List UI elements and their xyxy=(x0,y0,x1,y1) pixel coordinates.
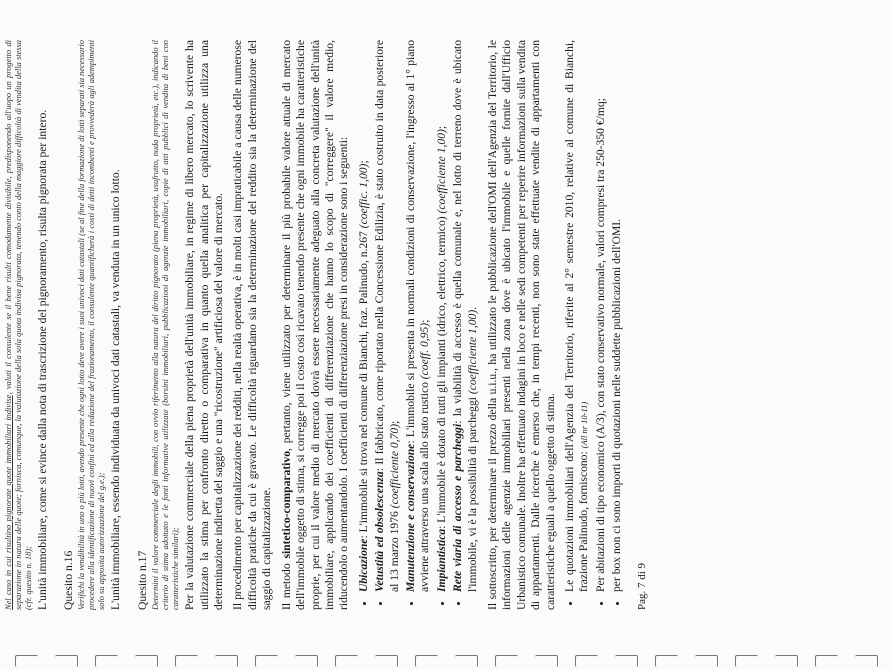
question-17-paragraph-3 xyxy=(280,40,352,610)
quotation-list xyxy=(563,40,625,610)
coefficient-list xyxy=(357,40,480,610)
question-16-note: Verifichi la vendibilità in uno o più lotti, avendo presente che ogni lotto deve avere i suoi univoci dati catastali (se al fine della formazione di lotti separati sia necessario procedere alla identificazione di nuovi confini ed alla redazione del frazionamento, il consulente quantificherà i costi di detti incombenti e provvederà agli adempimenti solo su apposita autorizzazione del g.e.); xyxy=(77,40,107,610)
method-name: sintetico-comparativo xyxy=(279,451,293,559)
list-item: • Rete viaria di accesso e parcheggi: la viabilità di accesso è quella comunale e, nel lotto di terreno dove è ubicato l'immobile, vi è la possibilità di parcheggi (coefficiente 1,00). xyxy=(451,40,480,592)
list-item: • Manutenzione e conservazione: L'immobile si presenta in normali condizioni di conservazione, l'ingresso al 1° piano avviene attraverso una scala allo stato rustico (coeff. 0,95); xyxy=(404,40,433,592)
attachment-reference: (All nr 10-11) xyxy=(579,401,590,449)
question-17-paragraph-4: Il sottoscritto, per determinare il prezzo della u.i.u., ha utilizzato le pubblicazione dell'OMI dell'Agenzia del Territorio, le informazioni delle agenzie immobiliari presenti nella zona dove è ubicato l'immobile e quelle fornite dall'Ufficio Urbanistico comunale. Inoltre ha effettuato indagini in loco e nelle sedi competenti per reperire informazioni sulla vendita di appartamenti. Dalle ricerche è emerso che, in tempi recenti, non sono state effettuate vendite di appartamenti con caratteristiche eguali a quello oggetto di stima. xyxy=(485,40,557,610)
question-15-title xyxy=(0,40,3,610)
question-16-answer: L'unità immobiliare, essendo individuata da univoci dati catastali, va venduta in un unico lotto. xyxy=(109,169,123,610)
document-page xyxy=(0,20,756,640)
question-16-title: Quesito n.16 xyxy=(62,550,76,610)
method-lead: Il metodo xyxy=(279,558,293,610)
question-17-paragraph-1: Per la valutazione commerciale della piena proprietà dell'unità immobiliare, in regime di libero mercato, lo scrivente ha utilizzato la stima per confronto diretto o comparativa in quanto quella analitica per capitalizzazione utilizza una determinazione indiretta del saggio e una "ricostruzione" artificiosa del valore di mercato. xyxy=(183,40,226,610)
question-17-paragraph-2: Il procedimento per capitalizzazione dei redditi, nella realtà operativa, è in molti casi impraticabile a causa delle numerose difficoltà pratiche da cui è gravato. Le difficoltà riguardano sia la determinazione del reddito sia la determinazione del saggio di capitalizzazione. xyxy=(231,40,274,610)
question-15-note-underlined: Nel caso in cui risultino pignorate quote immobiliari indivise, xyxy=(3,392,13,610)
list-item: • Ubicazione: L'immobile si trova nel comune di Bianchi, fraz. Palinudo, n.267 (coeffic. 1,00); xyxy=(357,40,371,592)
list-item: • Impiantistica: L'immobile è dotato di tutti gli impianti (idrico, elettrico, termico) (coefficiente 1,00); xyxy=(435,40,449,592)
list-item: • Per abitazioni di tipo economico (A/3), con stato conservativo normale, valori compresi tra 250-350 €/mq; xyxy=(594,40,608,592)
binding-holes-decoration xyxy=(0,648,893,670)
list-item: • per box non ci sono importi di quotazioni nelle suddette pubblicazioni dell'OMI. xyxy=(610,40,624,592)
question-17-title: Quesito n.17 xyxy=(135,550,149,610)
page-number: Pag. 7 di 9 xyxy=(635,562,648,610)
list-item: • Vetustità ed obsolescenza: Il fabbricato, come riportato nella Concessione Edilizia, è stato costruito in data posteriore al 13 marzo 1976 (coefficiente 0,70); xyxy=(373,40,402,592)
question-15-answer: L'unità immobiliare, come si evince dalla nota di trascrizione del pignoramento, risulta pignorata per intero. xyxy=(35,109,49,610)
method-description: , pertanto, viene utilizzato per determinare il più probabile valore attuale di mercato dell'immobile oggetto di stima, si corregge poi il costo così ricavato tenendo presente che ogni immobile ha caratteristiche proprie, per cui il valore medio di mercato dovrà essere necessariamente adeguato alla concreta valutazione dell'unità immobiliare, applicando dei coefficienti di differenziazione che hanno lo scopo di "correggere" il valore medio, riducendolo o aumentandolo. I coefficienti di differenziazione presi in considerazione sono i seguenti: xyxy=(279,40,351,610)
question-15-note-rest: valuti il consulente se il bene risulti comodamente divisibile, predisponendo all'uopo un progetto di separazione in natura delle quote; fornisca, comunque, la valutazione della sola quota indivisa pignorata, tenendo conto della maggiore difficoltà di vendita della stessa (cfr. quesito n. 18); xyxy=(3,40,33,610)
question-17-note: Determini il valore commerciale degli immobili, con ovvio riferimento alla natura del diritto pignorato (piena proprietà, usufrutto, nuda proprietà, etc.), indicando il criterio di stima adottato e le fonti informative utilizzate (borsini immobiliari, pubblicazioni di agenzie immobiliari, copie di atti pubblici di vendita di beni con caratteristiche similari); xyxy=(151,40,181,610)
list-item: • Le quotazioni immobiliari dell'Agenzia del Territorio, riferite al 2° semestre 2010, relative al comune di Bianchi, frazione Palinudo, forniscono: (All nr 10-11) xyxy=(563,40,592,592)
question-15-note xyxy=(4,40,34,610)
